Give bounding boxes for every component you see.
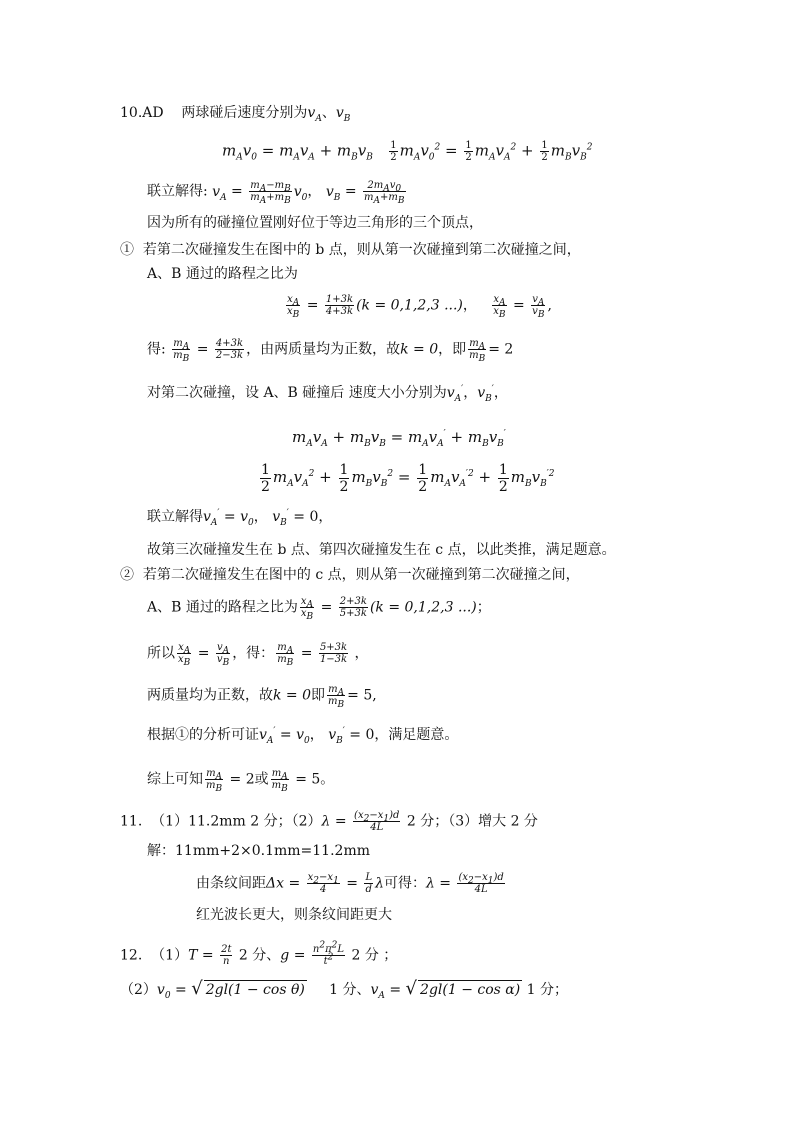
p10-intro: 两球碰后速度分别为 xyxy=(181,105,308,121)
ratio-value-5: = 5, xyxy=(347,687,377,704)
circle-1-marker: ① xyxy=(120,242,134,258)
mass-positive-text: ，由两质量均为正数，故 xyxy=(246,341,401,358)
p11-solution: 解：11mm+2×0.1mm=11.2mm xyxy=(147,843,371,859)
label: 得: xyxy=(147,341,166,358)
k-range: (k = 0,1,2,3 ...) xyxy=(356,297,463,314)
fringe-text: 由条纹间距 xyxy=(196,875,266,892)
satisfy-text: ，满足题意。 xyxy=(374,727,459,743)
summary-text: 综上可知 xyxy=(147,771,203,788)
score: 2 分、 xyxy=(238,947,281,964)
or-text: 或 xyxy=(254,771,269,788)
ratio-eq-1: $\frac{x_A}{x_B}$ = $\frac{1+3k}{4+3k}$ (k = 0,1,2,3 ...)， $\frac{x_A}{x_B}$ = $\frac{v_A}{v_B}$ , xyxy=(287,294,552,320)
joint-solution-2: 联立解得$v_A' = v_0$， $v_B' = 0$， xyxy=(147,508,333,528)
p11-part1: （1）11.2mm 2 分；（2） xyxy=(151,813,322,830)
red-light-text: 红光波长更大，则条纹间距更大 xyxy=(196,907,392,923)
p11-part2: 2 分；（3）增大 2 分 xyxy=(406,813,538,830)
label: （2） xyxy=(120,982,157,998)
case1-ratio-text: A、B 通过的路程之比为 xyxy=(147,266,298,282)
case2-ratio-text: A、B 通过的路程之比为 xyxy=(147,599,298,616)
second-collision-text: 对第二次碰撞，设 A、B 碰撞后 速度大小分别为 xyxy=(147,385,447,401)
mass-positive-text-2: 两质量均为正数，故 xyxy=(147,687,273,704)
third-collision-text: 故第三次碰撞发生在 b 点、第四次碰撞发生在 c 点，以此类推，满足题意。 xyxy=(147,542,616,558)
ratio-value-2: = 2 xyxy=(488,341,514,358)
second-collision-line: 对第二次碰撞，设 A、B 碰撞后 速度大小分别为$v_A'$，$v_B'$， xyxy=(147,384,508,404)
k-zero: k = 0 xyxy=(273,687,312,704)
energy-eq-2: $\frac{1}{2}$ $m_Av_A^2$ + $\frac{1}{2}$ $m_Bv_B^2$ = $\frac{1}{2}$ $m_Av_A^{'2}$ + $\frac{1}{2}$ $m_Bv_B^{'2}$ xyxy=(261,461,555,495)
case2-line xyxy=(120,566,580,584)
momentum-energy-eq: $m_Av_0 = m_Av_A + m_Bv_B$ $\frac{1}{2}$ $m_Av_0^2$ = $\frac{1}{2}$ $m_Av_A^2$ + $\frac{1}{2}$ $m_Bv_B^2$ xyxy=(222,140,593,163)
by-analysis-line: 根据①的分析可证$v_A' = v_0$， $v_B' = 0$，满足题意。 xyxy=(147,726,459,746)
k-zero: k = 0 xyxy=(400,341,439,358)
p12-part1: 12. （1）T = $\frac{2t}{n}$ 2 分、g = $\frac{n^2\pi^2L}{t^2}$ 2 分 ； xyxy=(120,940,398,967)
mass-ratio-2-line: 得: $\frac{m_A}{m_B}$ = $\frac{4+3k}{2-3k}$ ，由两质量均为正数，故k = 0，即 $\frac{m_A}{m_B}$ = 2 xyxy=(147,338,514,364)
math-inline: $v_A$ xyxy=(307,105,322,124)
mass-ratio-5-line: 两质量均为正数，故k = 0即 $\frac{m_A}{m_B}$ = 5, xyxy=(147,684,377,710)
circle-2-marker: ② xyxy=(120,567,134,583)
label: 所以 xyxy=(147,645,175,662)
case2-ratio-line: A、B 通过的路程之比为 $\frac{x_A}{x_B}$ = $\frac{2+3k}{5+3k}$ (k = 0,1,2,3 ...)； xyxy=(147,596,491,622)
p11-answer: 11. （1）11.2mm 2 分；（2）λ = $\frac{(x_2-x_1)d}{4L}$ 2 分；（3）增大 2 分 xyxy=(120,810,538,833)
score: 1 分、 xyxy=(329,982,371,998)
case2-text: 若第二次碰撞发生在图中的 c 点，则从第一次碰撞到第二次碰撞之间， xyxy=(142,567,580,583)
p12-part2: $(2)v_0$ = √ 2gl(1 − cos θ) 1 分、$v_A$ = √ 2gl(1 − cos α) 1 分； xyxy=(120,978,569,1001)
case1-text: 若第二次碰撞发生在图中的 b 点，则从第一次碰撞到第二次碰撞之间， xyxy=(142,242,581,258)
fringe-line: 由条纹间距Δx = $\frac{x_2-x_1}{4}$ = $\frac{L}{d}$ λ可得：λ = $\frac{(x_2-x_1)d}{4L}$ xyxy=(196,872,504,895)
p10-heading: 10.AD 两球碰后速度分别为$v_A$、$v_B$ xyxy=(120,105,351,124)
label: ，得： xyxy=(232,645,275,662)
problem-number: 10.AD xyxy=(120,105,164,121)
score: 1 分； xyxy=(526,982,569,998)
label: 联立解得: xyxy=(147,183,208,200)
score: 2 分 ； xyxy=(351,947,398,964)
problem-number: 11. xyxy=(120,813,143,830)
summary-line: 综上可知 $\frac{m_A}{m_B}$ = 2或 $\frac{m_A}{m_B}$ = 5。 xyxy=(147,768,335,794)
joint-solution-1: 联立解得: $v_A$ = $\frac{m_A-m_B}{m_A+m_B}$ $v_0$， $v_B$ = $\frac{2m_Av_0}{m_A+m_B}$ xyxy=(147,180,405,206)
ji: 即 xyxy=(311,687,326,704)
case1-line xyxy=(120,241,581,259)
label: （1） xyxy=(151,947,189,964)
problem-number: 12. xyxy=(120,947,143,964)
momentum-eq-2: $m_Av_A + m_Bv_B = m_Av_A' + m_Bv_B'$ xyxy=(292,428,506,449)
mass-ratio-5-derivation: 所以 $\frac{x_A}{x_B}$ = $\frac{v_A}{v_B}$ ，得： $\frac{m_A}{m_B}$ = $\frac{5+3k}{1-3k}$ ， xyxy=(147,642,369,668)
vertex-text: 因为所有的碰撞位置刚好位于等边三角形的三个顶点， xyxy=(147,215,483,231)
math-inline: $v_B$ xyxy=(335,105,351,124)
by-analysis-text: 根据①的分析可证 xyxy=(147,727,259,743)
k-range: (k = 0,1,2,3 ...) xyxy=(369,599,477,616)
label: 联立解得 xyxy=(147,509,203,525)
ji: ，即 xyxy=(438,341,467,358)
fringe-mid: 可得： xyxy=(383,875,426,892)
